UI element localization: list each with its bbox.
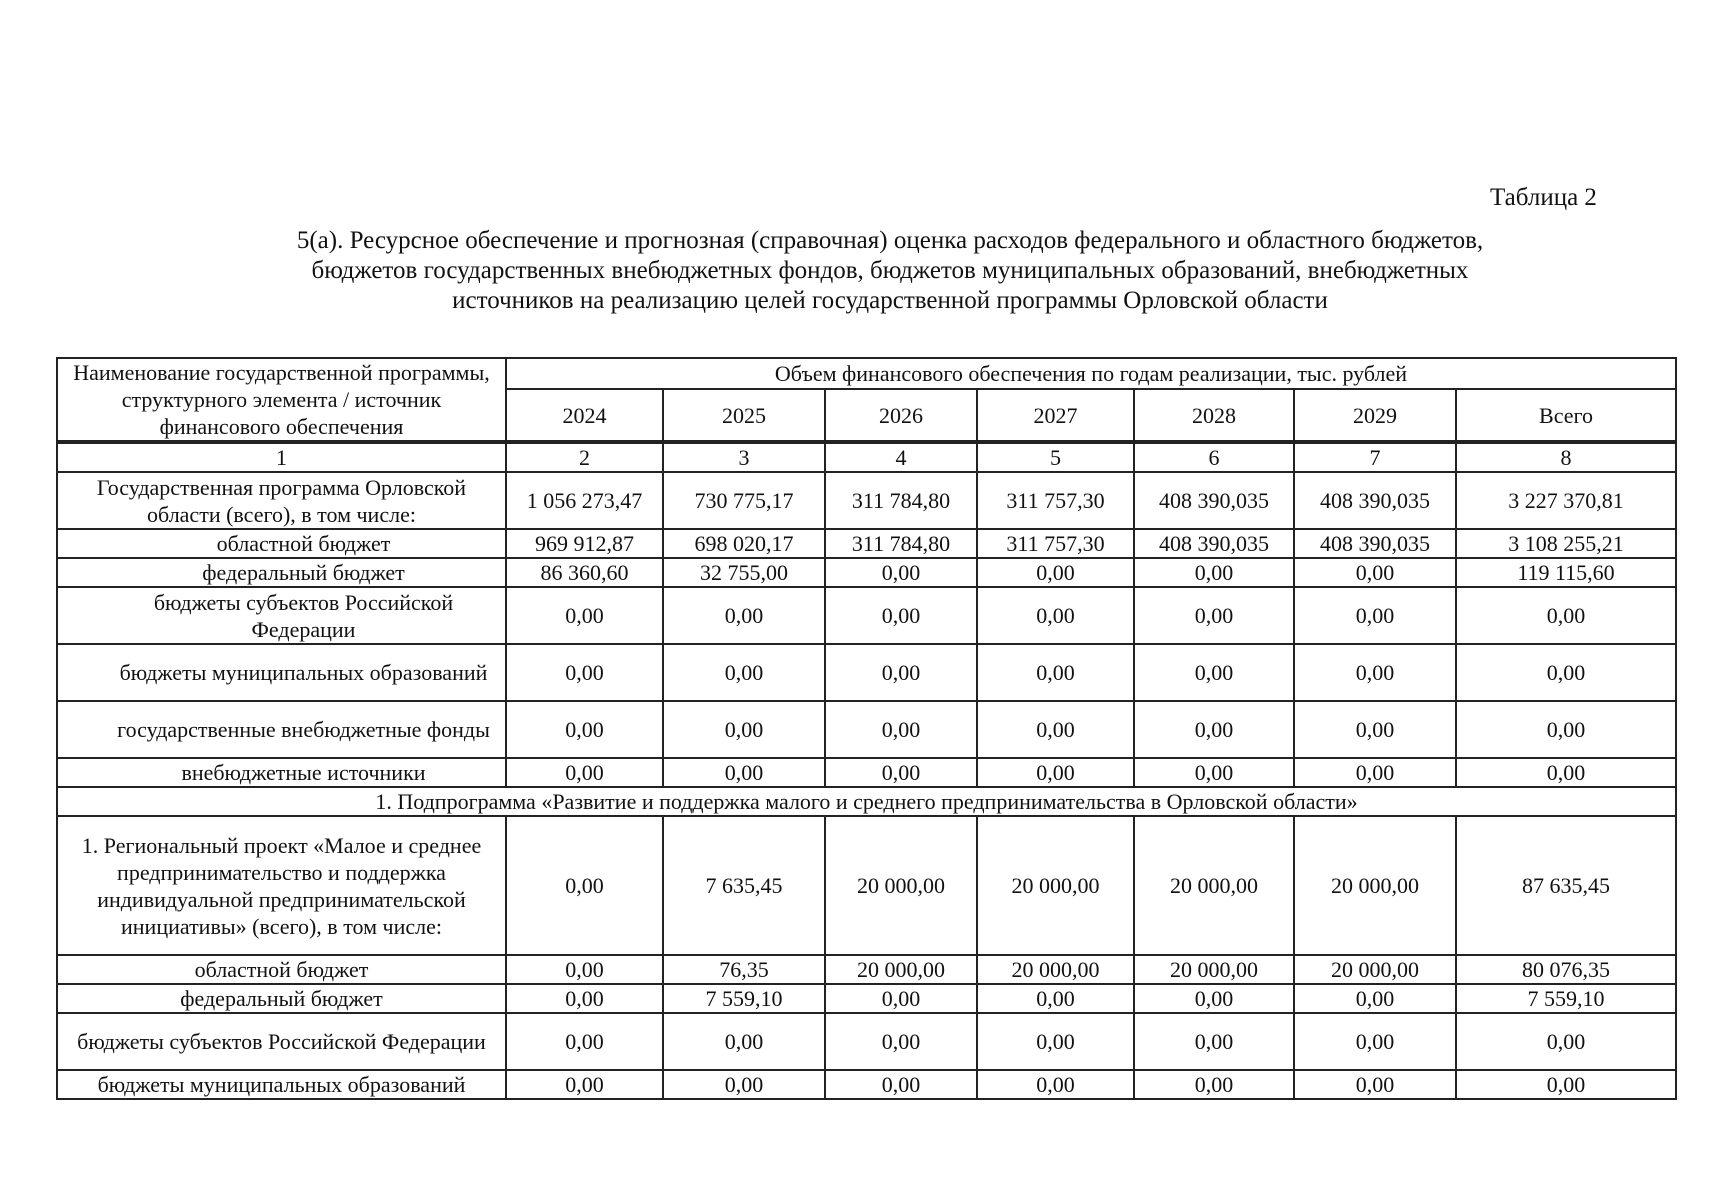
row-value: 0,00 xyxy=(663,644,825,701)
row-value: 0,00 xyxy=(1134,1070,1294,1099)
row-value: 0,00 xyxy=(825,701,977,758)
row-value: 0,00 xyxy=(825,644,977,701)
row-value: 0,00 xyxy=(825,587,977,644)
row-value: 0,00 xyxy=(977,758,1134,787)
row-value: 0,00 xyxy=(663,1013,825,1070)
section-row xyxy=(57,787,1676,816)
row-value: 0,00 xyxy=(1294,558,1456,587)
row-value: 7 635,45 xyxy=(663,816,825,955)
row-total: 0,00 xyxy=(1456,587,1676,644)
row-value: 0,00 xyxy=(506,644,663,701)
row-total: 0,00 xyxy=(1456,701,1676,758)
row-value: 20 000,00 xyxy=(825,955,977,984)
title-line: 5(а). Ресурсное обеспечение и прогнозная (справочная) оценка расходов федерального и областного бюджетов, xyxy=(296,227,1484,254)
table-row xyxy=(57,701,1676,758)
document-title xyxy=(180,226,1600,316)
table-row xyxy=(57,984,1676,1013)
header-total: Всего xyxy=(1456,389,1676,442)
column-number: 2 xyxy=(506,442,663,472)
row-value: 20 000,00 xyxy=(825,816,977,955)
row-value: 0,00 xyxy=(506,1013,663,1070)
table-row xyxy=(57,758,1676,787)
row-total: 3 227 370,81 xyxy=(1456,472,1676,529)
row-value: 20 000,00 xyxy=(1134,955,1294,984)
row-value: 408 390,035 xyxy=(1294,529,1456,558)
row-name: государственные внебюджетные фонды xyxy=(57,701,506,758)
row-value: 0,00 xyxy=(977,587,1134,644)
row-value: 0,00 xyxy=(977,1013,1134,1070)
row-value: 0,00 xyxy=(825,558,977,587)
row-value: 0,00 xyxy=(506,816,663,955)
row-value: 0,00 xyxy=(1294,758,1456,787)
row-value: 20 000,00 xyxy=(1294,816,1456,955)
table-row xyxy=(57,558,1676,587)
header-volume-caption: Объем финансового обеспечения по годам реализации, тыс. рублей xyxy=(506,358,1676,389)
header-name-column: Наименование государственной программы, структурного элемента / источник финансового обеспечения xyxy=(57,358,506,442)
row-value: 0,00 xyxy=(825,758,977,787)
header-year: 2024 xyxy=(506,389,663,442)
table-row xyxy=(57,955,1676,984)
row-value: 0,00 xyxy=(506,955,663,984)
title-line: бюджетов государственных внебюджетных фондов, бюджетов муниципальных образований, внебюджетных xyxy=(311,257,1469,284)
row-value: 408 390,035 xyxy=(1294,472,1456,529)
header-year: 2029 xyxy=(1294,389,1456,442)
header-year: 2025 xyxy=(663,389,825,442)
row-total: 0,00 xyxy=(1456,644,1676,701)
row-value: 311 757,30 xyxy=(977,529,1134,558)
row-value: 32 755,00 xyxy=(663,558,825,587)
row-value: 730 775,17 xyxy=(663,472,825,529)
table-row xyxy=(57,1013,1676,1070)
row-total: 87 635,45 xyxy=(1456,816,1676,955)
row-value: 0,00 xyxy=(506,984,663,1013)
row-value: 0,00 xyxy=(663,701,825,758)
row-name: бюджеты муниципальных образований xyxy=(57,1070,506,1099)
row-name: федеральный бюджет xyxy=(57,558,506,587)
row-value: 0,00 xyxy=(1134,984,1294,1013)
row-value: 408 390,035 xyxy=(1134,529,1294,558)
row-value: 0,00 xyxy=(977,644,1134,701)
row-name: бюджеты субъектов Российской Федерации xyxy=(57,1013,506,1070)
header-year: 2026 xyxy=(825,389,977,442)
row-name: областной бюджет xyxy=(57,529,506,558)
row-value: 86 360,60 xyxy=(506,558,663,587)
table-row xyxy=(57,644,1676,701)
row-total: 0,00 xyxy=(1456,1070,1676,1099)
row-name: областной бюджет xyxy=(57,955,506,984)
finance-table xyxy=(56,357,1677,1100)
title-line: источников на реализацию целей государственной программы Орловской области xyxy=(452,287,1328,314)
table-row xyxy=(57,529,1676,558)
row-value: 0,00 xyxy=(977,558,1134,587)
row-value: 7 559,10 xyxy=(663,984,825,1013)
row-value: 0,00 xyxy=(1294,1070,1456,1099)
row-value: 0,00 xyxy=(825,1070,977,1099)
row-value: 969 912,87 xyxy=(506,529,663,558)
row-value: 0,00 xyxy=(977,701,1134,758)
row-value: 20 000,00 xyxy=(1134,816,1294,955)
row-value: 1 056 273,47 xyxy=(506,472,663,529)
row-value: 0,00 xyxy=(1294,701,1456,758)
row-value: 0,00 xyxy=(1294,644,1456,701)
row-value: 0,00 xyxy=(977,984,1134,1013)
row-value: 20 000,00 xyxy=(977,816,1134,955)
row-value: 0,00 xyxy=(1294,587,1456,644)
row-value: 76,35 xyxy=(663,955,825,984)
row-value: 0,00 xyxy=(825,1013,977,1070)
row-value: 0,00 xyxy=(1134,758,1294,787)
row-value: 698 020,17 xyxy=(663,529,825,558)
row-name: 1. Региональный проект «Малое и среднее предпринимательство и поддержка индивидуальной предпринимательской инициативы» (всего), в том числе: xyxy=(57,816,506,955)
row-value: 0,00 xyxy=(663,1070,825,1099)
row-value: 0,00 xyxy=(1134,701,1294,758)
column-number: 6 xyxy=(1134,442,1294,472)
row-total: 0,00 xyxy=(1456,758,1676,787)
table-label: Таблица 2 xyxy=(1490,184,1597,211)
row-name: внебюджетные источники xyxy=(57,758,506,787)
row-value: 20 000,00 xyxy=(977,955,1134,984)
row-value: 311 757,30 xyxy=(977,472,1134,529)
row-value: 408 390,035 xyxy=(1134,472,1294,529)
row-value: 0,00 xyxy=(1294,1013,1456,1070)
row-total: 0,00 xyxy=(1456,1013,1676,1070)
row-value: 0,00 xyxy=(977,1070,1134,1099)
column-numbers-row xyxy=(57,442,1676,472)
row-name: бюджеты субъектов Российской Федерации xyxy=(57,587,506,644)
row-total: 119 115,60 xyxy=(1456,558,1676,587)
row-value: 0,00 xyxy=(663,758,825,787)
row-value: 0,00 xyxy=(506,1070,663,1099)
table-row xyxy=(57,472,1676,529)
column-number: 5 xyxy=(977,442,1134,472)
row-value: 0,00 xyxy=(506,587,663,644)
row-value: 311 784,80 xyxy=(825,472,977,529)
row-value: 0,00 xyxy=(506,701,663,758)
column-number: 8 xyxy=(1456,442,1676,472)
section-title: 1. Подпрограмма «Развитие и поддержка малого и среднего предпринимательства в Орловской области» xyxy=(57,787,1676,816)
row-value: 0,00 xyxy=(1134,587,1294,644)
row-value: 0,00 xyxy=(663,587,825,644)
row-total: 7 559,10 xyxy=(1456,984,1676,1013)
table-row xyxy=(57,1070,1676,1099)
row-value: 0,00 xyxy=(825,984,977,1013)
row-value: 20 000,00 xyxy=(1294,955,1456,984)
column-number: 1 xyxy=(57,442,506,472)
row-value: 311 784,80 xyxy=(825,529,977,558)
row-value: 0,00 xyxy=(1134,644,1294,701)
row-value: 0,00 xyxy=(506,758,663,787)
column-number: 3 xyxy=(663,442,825,472)
header-year: 2028 xyxy=(1134,389,1294,442)
row-name: бюджеты муниципальных образований xyxy=(57,644,506,701)
row-value: 0,00 xyxy=(1134,558,1294,587)
row-name: Государственная программа Орловской области (всего), в том числе: xyxy=(57,472,506,529)
row-value: 0,00 xyxy=(1294,984,1456,1013)
column-number: 7 xyxy=(1294,442,1456,472)
column-number: 4 xyxy=(825,442,977,472)
header-year: 2027 xyxy=(977,389,1134,442)
row-name: федеральный бюджет xyxy=(57,984,506,1013)
row-total: 80 076,35 xyxy=(1456,955,1676,984)
table-row xyxy=(57,816,1676,955)
table-row xyxy=(57,587,1676,644)
row-total: 3 108 255,21 xyxy=(1456,529,1676,558)
row-value: 0,00 xyxy=(1134,1013,1294,1070)
